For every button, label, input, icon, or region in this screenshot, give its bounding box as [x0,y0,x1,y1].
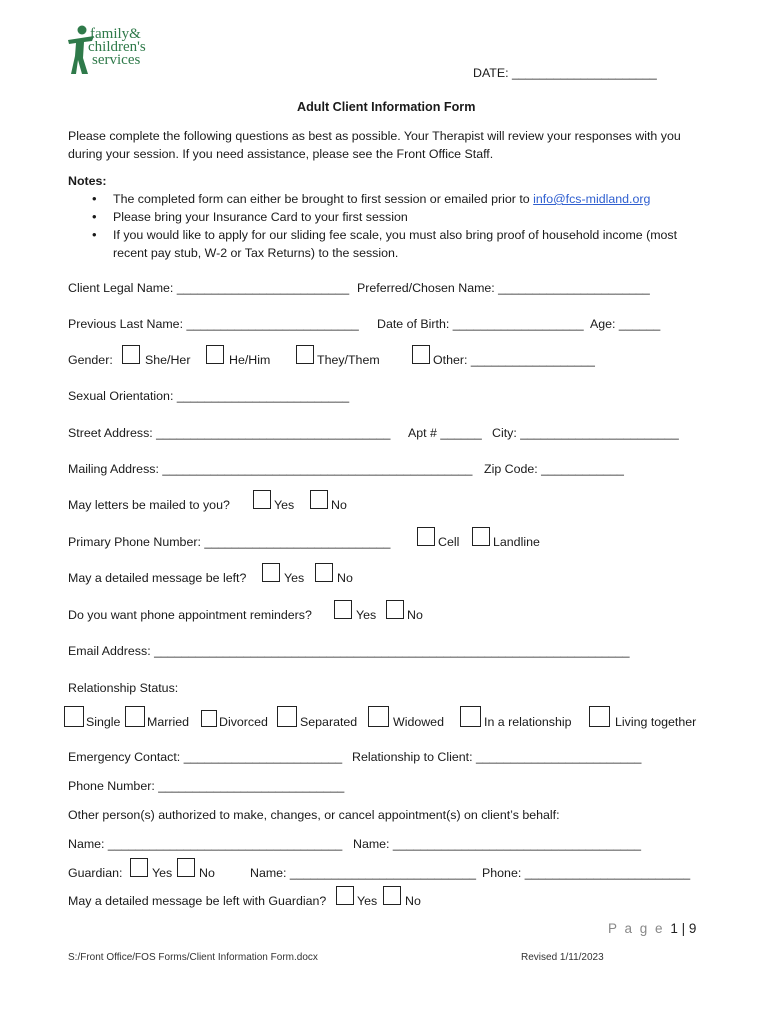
logo-line-2: children's [88,39,146,55]
guardian-no-checkbox[interactable] [177,858,195,877]
guardian-message-yes-label: Yes [357,894,378,908]
letters-label: May letters be mailed to you? [68,498,230,512]
email-address-field[interactable]: Email Address: _____________________________________________________________________ [68,644,630,658]
notes-heading: Notes: [68,174,107,188]
reminders-yes-label: Yes [356,608,377,622]
form-title: Adult Client Information Form [297,100,476,114]
age-field[interactable]: Age: ______ [590,317,661,331]
previous-last-name-field[interactable]: Previous Last Name: _________________________ [68,317,359,331]
city-field[interactable]: City: _______________________ [492,426,679,440]
logo-line-1: family& [90,26,141,42]
email-link[interactable]: info@fcs-midland.org [533,192,651,206]
relationship-to-client-field[interactable]: Relationship to Client: ________________________ [352,750,642,764]
page-number [608,921,696,936]
guardian-yes-label: Yes [152,866,173,880]
notes-item-3-line-2: recent pay stub, W-2 or Tax Returns) to the session. [113,246,399,260]
intro-line-2: during your session. If you need assistance, please see the Front Office Staff. [68,147,494,161]
authorized-name-1-field[interactable]: Name: __________________________________ [68,837,343,851]
notes-item-3-line-1: If you would like to apply for our sliding fee scale, you must also bring proof of household income (most [113,228,678,242]
date-field[interactable]: DATE: _____________________ [473,66,657,80]
primary-phone-field[interactable]: Primary Phone Number: ___________________________ [68,535,391,549]
married-checkbox[interactable] [125,706,145,727]
street-address-field[interactable]: Street Address: __________________________________ [68,426,391,440]
page-count: 1 | 9 [670,921,697,936]
single-checkbox[interactable] [64,706,84,727]
detailed-message-yes-checkbox[interactable] [262,563,280,582]
divorced-checkbox[interactable] [201,710,217,727]
letters-yes-checkbox[interactable] [253,490,271,509]
gender-he-label: He/Him [229,353,271,367]
logo [66,24,176,80]
guardian-no-label: No [199,866,215,880]
logo-line-3: services [92,52,141,68]
gender-she-checkbox[interactable] [122,345,140,364]
letters-no-checkbox[interactable] [310,490,328,509]
cell-label: Cell [438,535,460,549]
guardian-message-yes-checkbox[interactable] [336,886,354,905]
in-relationship-label: In a relationship [484,715,572,729]
detailed-message-no-label: No [337,571,353,585]
gender-they-label: They/Them [317,353,380,367]
legal-name-field[interactable]: Client Legal Name: _________________________ [68,281,350,295]
footer-file-path: S:/Front Office/FOS Forms/Client Information Form.docx [68,952,318,963]
letters-yes-label: Yes [274,498,295,512]
dob-field[interactable]: Date of Birth: ___________________ [377,317,584,331]
emergency-contact-field[interactable]: Emergency Contact: _______________________ [68,750,343,764]
page-word: P a g e [608,921,665,936]
reminders-yes-checkbox[interactable] [334,600,352,619]
divorced-label: Divorced [219,715,268,729]
landline-checkbox[interactable] [472,527,490,546]
detailed-message-no-checkbox[interactable] [315,563,333,582]
footer-revised-date: Revised 1/11/2023 [521,952,604,963]
sexual-orientation-field[interactable]: Sexual Orientation: _________________________ [68,389,350,403]
landline-label: Landline [493,535,540,549]
detailed-message-label: May a detailed message be left? [68,571,247,585]
married-label: Married [147,715,189,729]
guardian-message-label: May a detailed message be left with Guardian? [68,894,327,908]
widowed-checkbox[interactable] [368,706,389,727]
reminders-label: Do you want phone appointment reminders? [68,608,312,622]
guardian-message-no-label: No [405,894,421,908]
preferred-name-field[interactable]: Preferred/Chosen Name: ______________________ [357,281,650,295]
guardian-yes-checkbox[interactable] [130,858,148,877]
in-relationship-checkbox[interactable] [460,706,481,727]
gender-he-checkbox[interactable] [206,345,224,364]
apt-field[interactable]: Apt # ______ [408,426,482,440]
notes-item-2: • Please bring your Insurance Card to your first session [92,208,712,226]
gender-they-checkbox[interactable] [296,345,314,364]
emergency-phone-field[interactable]: Phone Number: ___________________________ [68,779,345,793]
gender-she-label: She/Her [145,353,191,367]
living-together-label: Living together [615,715,697,729]
gender-label: Gender: [68,353,113,367]
authorized-persons-label: Other person(s) authorized to make, changes, or cancel appointment(s) on client’s behalf: [68,808,560,822]
separated-label: Separated [300,715,358,729]
notes-item-1-text: The completed form can either be brought to first session or emailed prior to [113,192,534,206]
cell-checkbox[interactable] [417,527,435,546]
notes-item-3 [92,226,712,262]
intro-line-1: Please complete the following questions as best as possible. Your Therapist will review your responses with you [68,129,681,143]
relationship-status-label: Relationship Status: [68,681,179,695]
letters-no-label: No [331,498,347,512]
widowed-label: Widowed [393,715,444,729]
reminders-no-checkbox[interactable] [386,600,404,619]
guardian-message-no-checkbox[interactable] [383,886,401,905]
guardian-label: Guardian: [68,866,123,880]
guardian-name-field[interactable]: Name: ___________________________ [250,866,476,880]
reminders-no-label: No [407,608,423,622]
single-label: Single [86,715,121,729]
authorized-name-2-field[interactable]: Name: ____________________________________ [353,837,642,851]
zip-field[interactable]: Zip Code: ____________ [484,462,624,476]
notes-item-1 [92,190,712,208]
gender-other-checkbox[interactable] [412,345,430,364]
gender-other-field[interactable]: Other: __________________ [433,353,595,367]
living-together-checkbox[interactable] [589,706,610,727]
guardian-phone-field[interactable]: Phone: ________________________ [482,866,691,880]
notes-list [92,190,712,262]
mailing-address-field[interactable]: Mailing Address: _____________________________________________ [68,462,473,476]
detailed-message-yes-label: Yes [284,571,305,585]
separated-checkbox[interactable] [277,706,297,727]
